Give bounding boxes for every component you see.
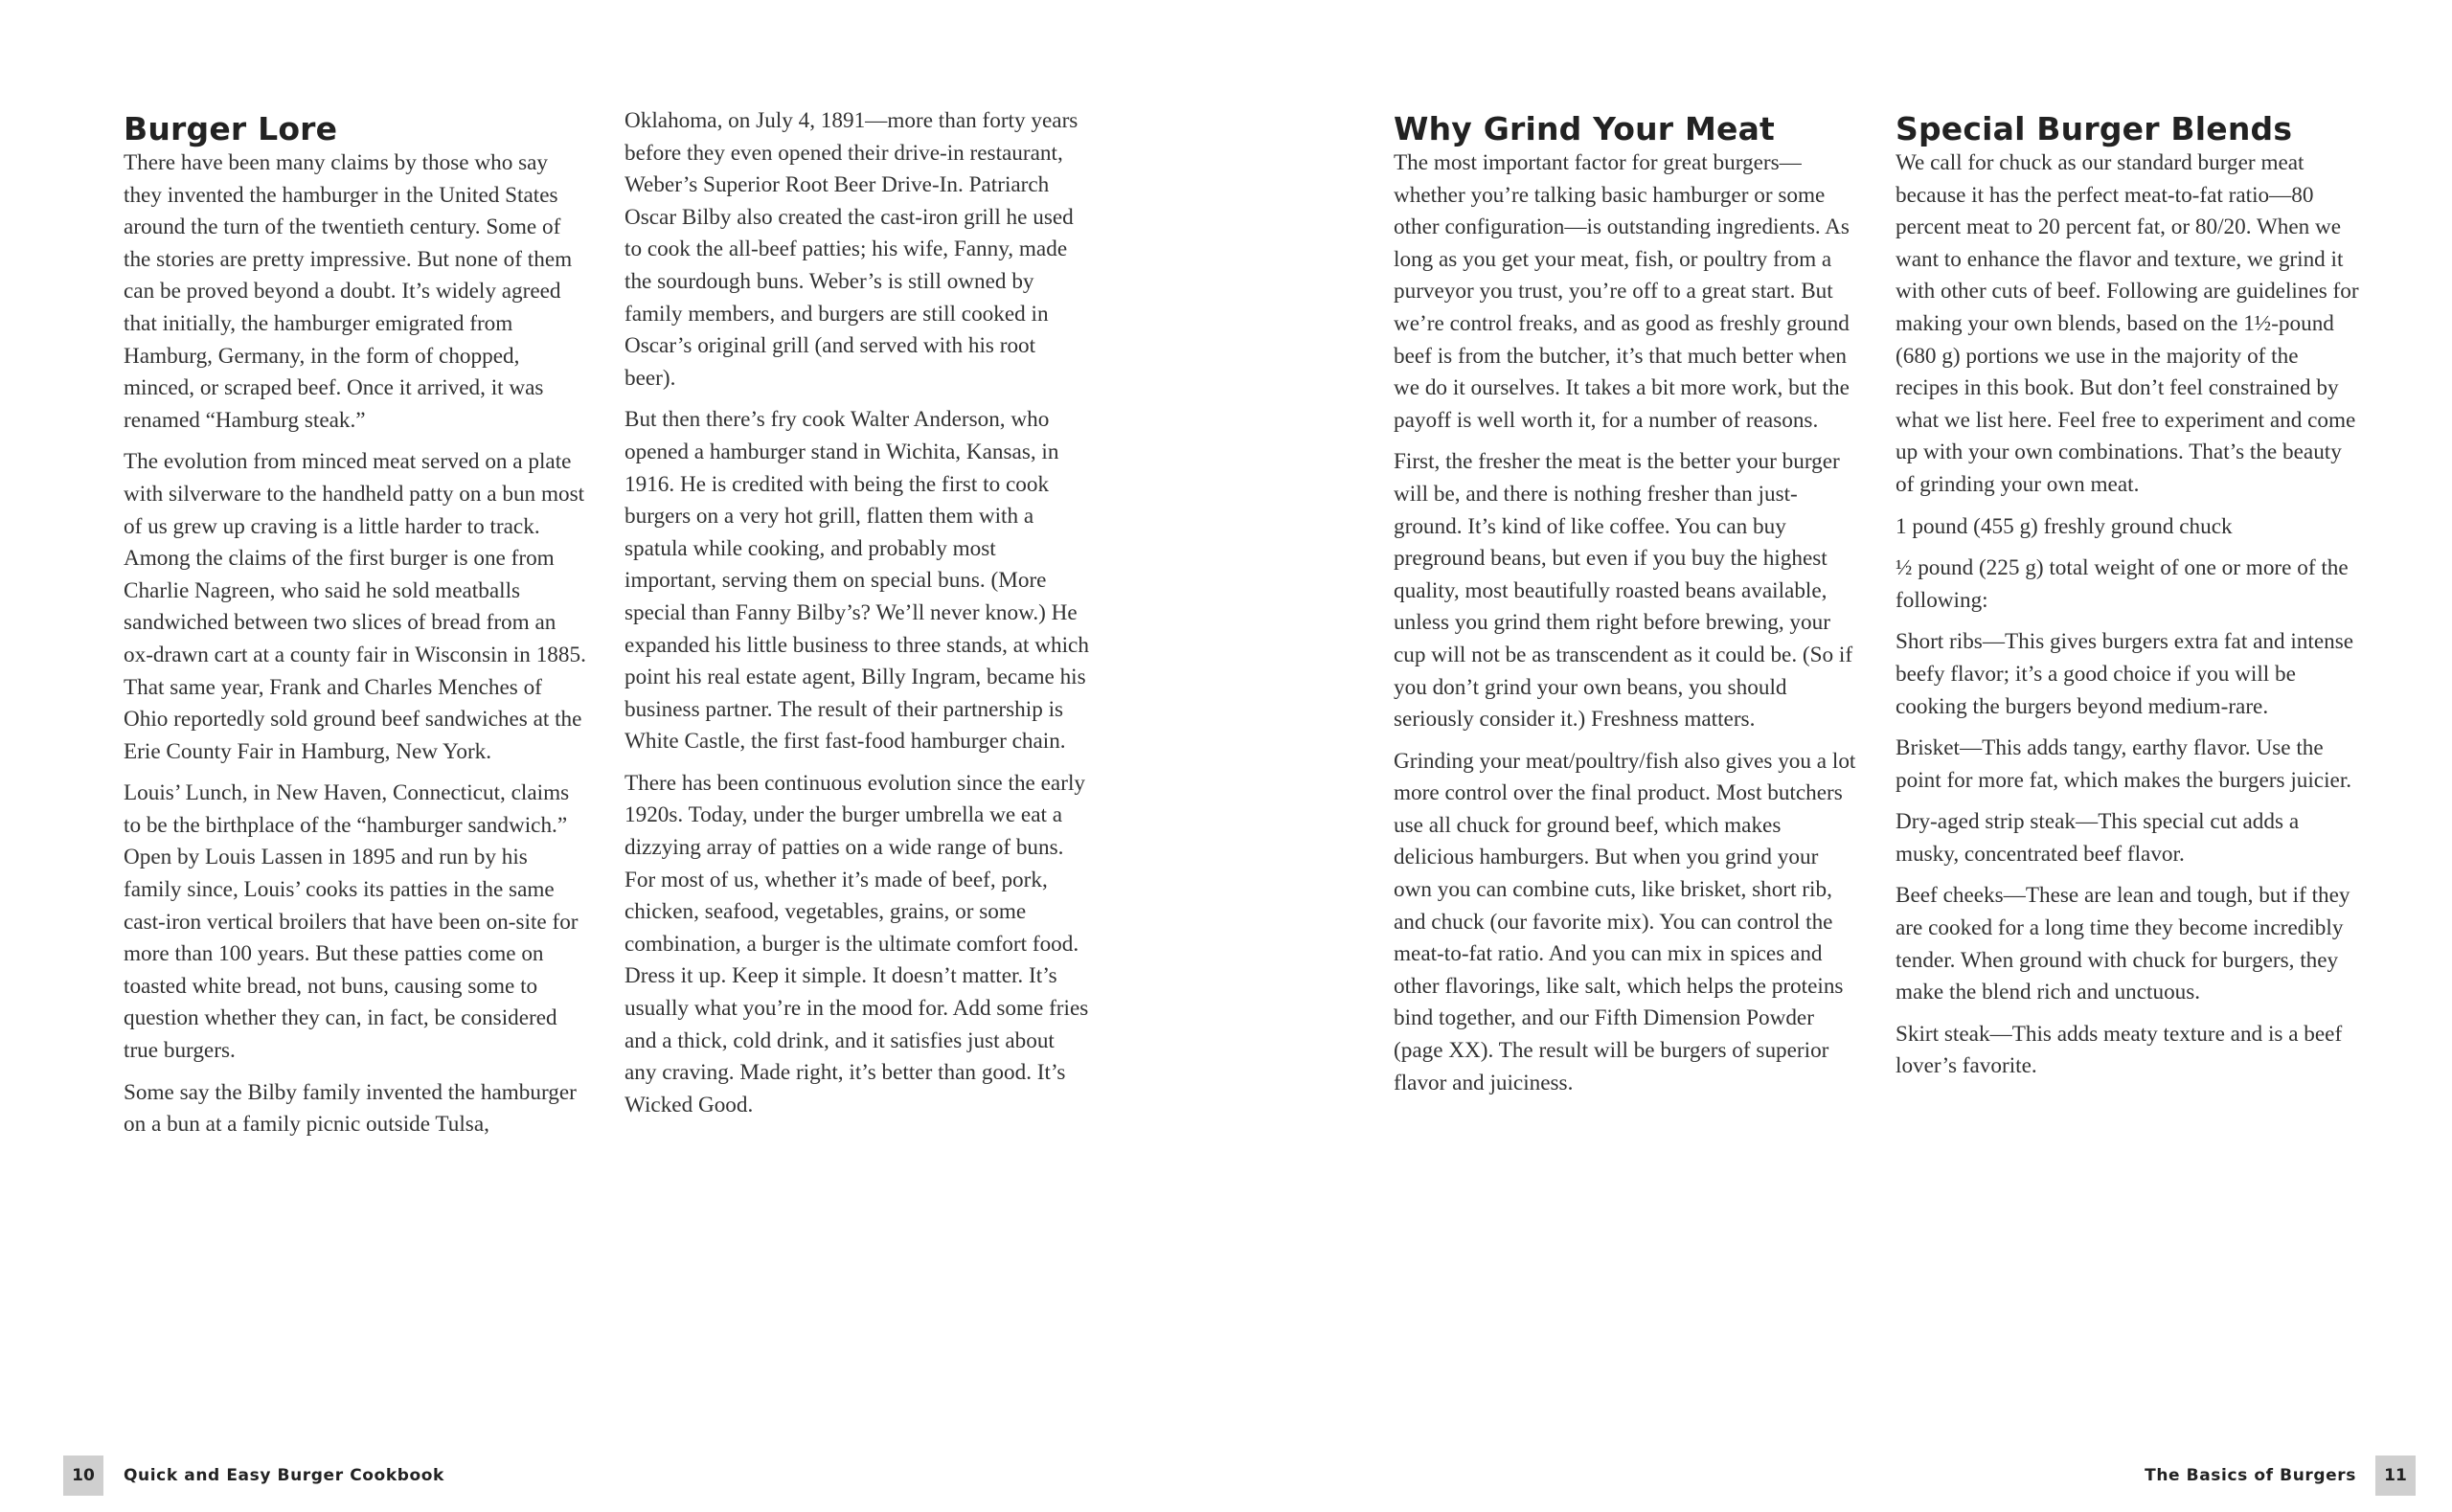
page-number-left: 10 xyxy=(63,1456,103,1496)
paragraph: Dry-aged strip steak—This special cut adds a musky, concentrated beef flavor. xyxy=(1896,809,2300,867)
page-number-right: 11 xyxy=(2375,1456,2416,1496)
heading-burger-lore: Burger Lore xyxy=(124,110,338,147)
paragraph: 1 pound (455 g) freshly ground chuck xyxy=(1896,513,2233,539)
column-burger-lore-continued xyxy=(624,105,1092,1131)
paragraph: There has been continuous evolution since the early 1920s. Today, under the burger umbrella we eat a dizzying array of patties on a wide range of buns. For most of us, whether it’s made of beef, pork, chicken, seafood, vegetables, grains, or some combination, a burger is the ultimate comfort food. Dress it up. Keep it simple. It doesn’t matter. It’s usually what you’re in the mood for. Add some fries and a thick, cold drink, and it satisfies just about any craving. Made right, it’s better than good. It’s Wicked Good. xyxy=(624,770,1089,1117)
paragraph: There have been many claims by those who say they invented the hamburger in the United States around the turn of the twentieth century. Some of the stories are pretty impressive. But none of them can be proved beyond a doubt. It’s widely agreed that initially, the hamburger emigrated from Hamburg, Germany, in the form of chopped, minced, or scraped beef. Once it arrived, it was renamed “Hamburg steak.” xyxy=(124,150,573,433)
paragraph: Grinding your meat/poultry/fish also gives you a lot more control over the final product. Most butchers use all chuck for ground beef, which makes delicious hamburgers. But when you grind your own you can combine cuts, like brisket, short rib, and chuck (our favorite mix). You can control the meat-to-fat ratio. And you can mix in spices and other flavorings, like salt, which helps the proteins bind together, and our Fifth Dimension Powder (page XX). The result will be burgers of superior flavor and juiciness. xyxy=(1394,748,1856,1095)
column-special-blends xyxy=(1896,105,2363,1093)
paragraph: First, the fresher the meat is the better your burger will be, and there is nothing fresher than just-ground. It’s kind of like coffee. You can buy preground beans, but even if you buy the highest quality, most beautifully roasted beans available, unless you grind them right before brewing, your cup will not be as transcendent as it could be. (So if you don’t grind your own beans, you should seriously consider it.) Freshness matters. xyxy=(1394,449,1853,733)
heading-why-grind: Why Grind Your Meat xyxy=(1394,110,1776,147)
paragraph: The most important factor for great burgers—whether you’re talking basic hamburger or some other configuration—is outstanding ingredients. As long as you get your meat, fish, or poultry from a purveyor you trust, you’re off to a great start. But we’re control freaks, and as good as freshly ground beef is from the butcher, it’s that much better when we do it ourselves. It takes a bit more work, but the payoff is well worth it, for a number of reasons. xyxy=(1394,150,1850,433)
paragraph: Brisket—This adds tangy, earthy flavor. Use the point for more fat, which makes the burgers juicier. xyxy=(1896,735,2352,793)
paragraph: Louis’ Lunch, in New Haven, Connecticut, claims to be the birthplace of the “hamburger sandwich.” Open by Louis Lassen in 1895 and run by his family since, Louis’ cooks its patties in the same cast-iron vertical broilers that have been on-site for more than 100 years. But these patties come on toasted white bread, not buns, causing some to question whether they can, in fact, be considered true burgers. xyxy=(124,780,579,1064)
paragraph: The evolution from minced meat served on a plate with silverware to the handheld patty on a bun most of us grew up craving is a little harder to track. Among the claims of the first burger is one from Charlie Nagreen, who said he sold meatballs sandwiched between two slices of bread from an ox-drawn cart at a county fair in Wisconsin in 1885. That same year, Frank and Charles Menches of Ohio reportedly sold ground beef sandwiches at the Erie County Fair in Hamburg, New York. xyxy=(124,449,586,764)
paragraph: Some say the Bilby family invented the hamburger on a bun at a family picnic outside Tulsa, xyxy=(124,1079,577,1138)
paragraph: Oklahoma, on July 4, 1891—more than forty years before they even opened their drive-in restaurant, Weber’s Superior Root Beer Drive-In. Patriarch Oscar Bilby also created the cast-iron grill he used to cook the all-beef patties; his wife, Fanny, made the sourdough buns. Weber’s is still owned by family members, and burgers are still cooked in Oscar’s original grill (and served with his root beer). xyxy=(624,108,1078,391)
footer-section-title: The Basics of Burgers xyxy=(2145,1466,2356,1485)
column-why-grind xyxy=(1394,105,1861,1109)
paragraph: We call for chuck as our standard burger meat because it has the perfect meat-to-fat ratio—80 percent meat to 20 percent fat, or 80/20. When we want to enhance the flavor and texture, we grind it with other cuts of beef. Following are guidelines for making your own blends, based on the 1½-pound (680 g) portions we use in the majority of the recipes in this book. But don’t feel constrained by what we list here. Feel free to experiment and come up with your own combinations. That’s the beauty of grinding your own meat. xyxy=(1896,150,2359,497)
paragraph: Skirt steak—This adds meaty texture and is a beef lover’s favorite. xyxy=(1896,1021,2343,1079)
footer-book-title: Quick and Easy Burger Cookbook xyxy=(124,1466,444,1485)
heading-special-blends: Special Burger Blends xyxy=(1896,110,2293,147)
paragraph: Beef cheeks—These are lean and tough, but if they are cooked for a long time they become incredibly tender. When ground with chuck for burgers, they make the blend rich and unctuous. xyxy=(1896,883,2350,1005)
paragraph: Short ribs—This gives burgers extra fat and intense beefy flavor; it’s a good choice if you will be cooking the burgers beyond medium-rare. xyxy=(1896,629,2354,719)
paragraph: ½ pound (225 g) total weight of one or more of the following: xyxy=(1896,555,2349,613)
column-burger-lore xyxy=(124,105,591,1151)
paragraph: But then there’s fry cook Walter Anderson, who opened a hamburger stand in Wichita, Kansas, in 1916. He is credited with being the first to cook burgers on a very hot grill, flatten them with a spatula while cooking, and probably most important, serving them on special buns. (More special than Fanny Bilby’s? We’ll never know.) He expanded his little business to three stands, at which point his real estate agent, Billy Ingram, became his business partner. The result of their partnership is White Castle, the first fast-food hamburger chain. xyxy=(624,407,1089,755)
